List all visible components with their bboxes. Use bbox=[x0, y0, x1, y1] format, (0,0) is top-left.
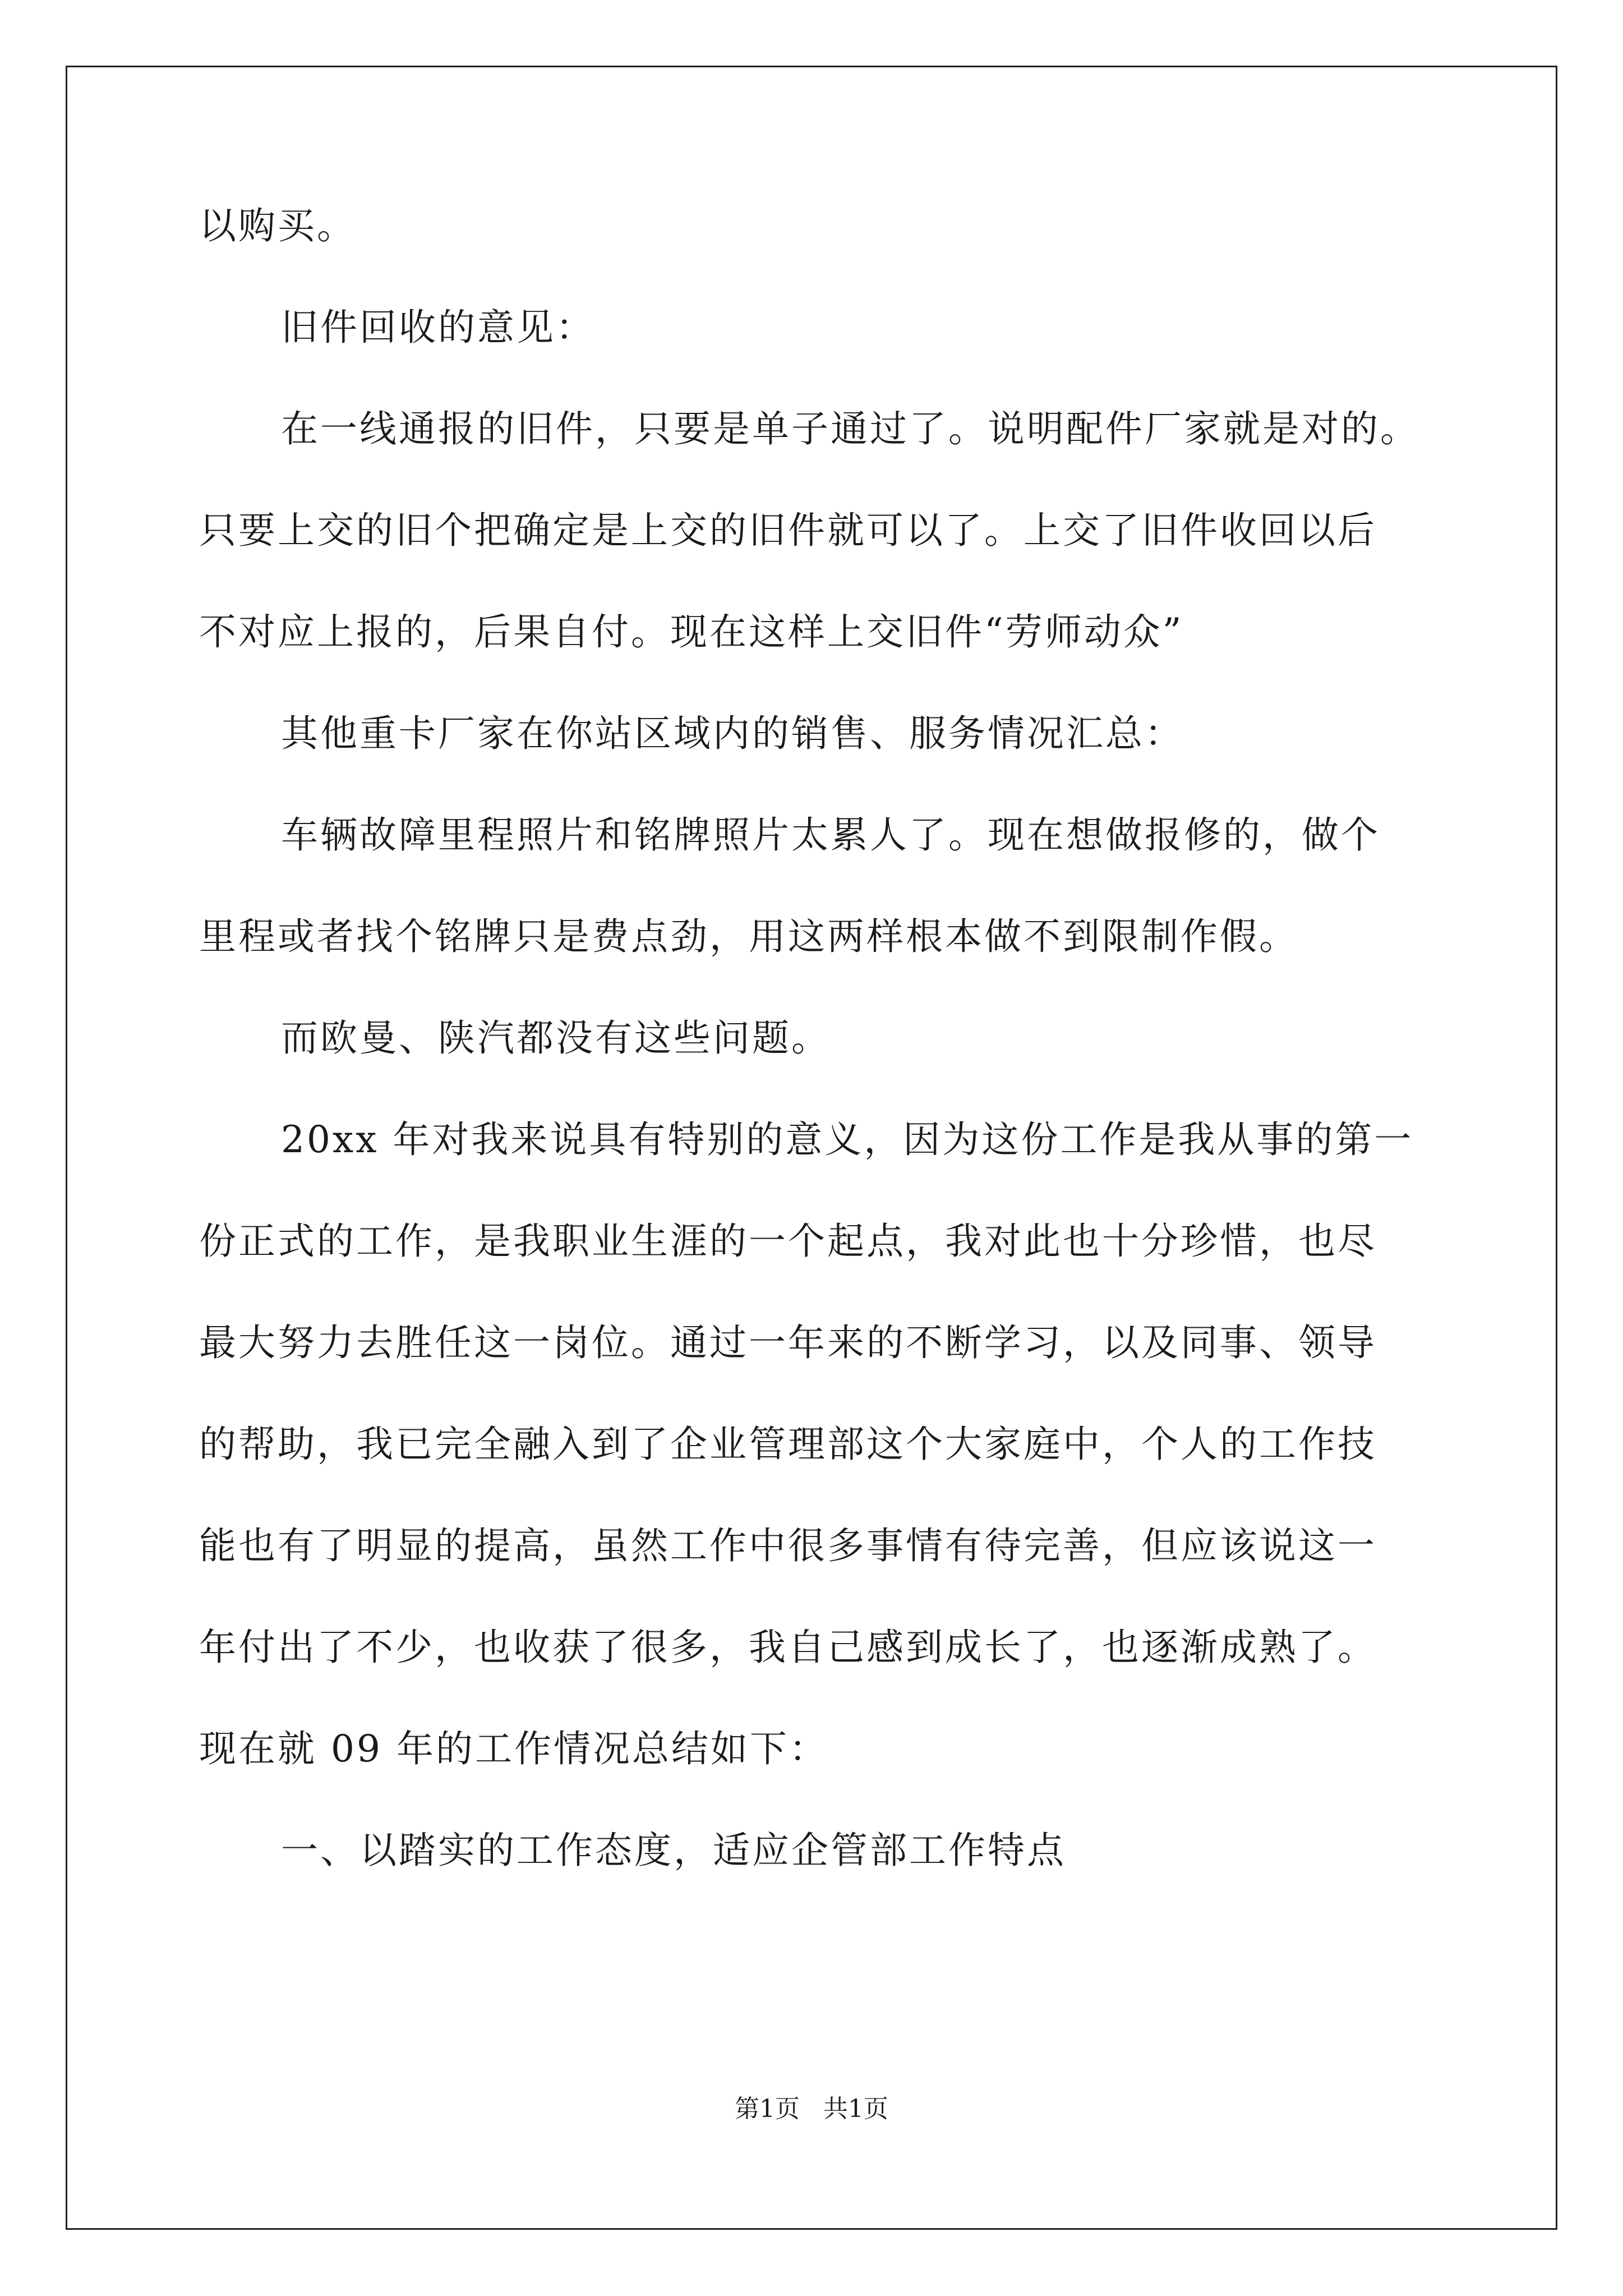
text-line: 里程或者找个铭牌只是费点劲，用这两样根本做不到限制作假。 bbox=[199, 915, 1298, 958]
text-line: 份正式的工作，是我职业生涯的一个起点，我对此也十分珍惜，也尽 bbox=[199, 1220, 1377, 1263]
section-heading: 一、以踏实的工作态度，适应企管部工作特点 bbox=[281, 1829, 1066, 1872]
text-line: 车辆故障里程照片和铭牌照片太累人了。现在想做报修的，做个 bbox=[281, 813, 1380, 857]
text-line: 而欧曼、陕汽都没有这些问题。 bbox=[281, 1016, 831, 1060]
text-line: 其他重卡厂家在你站区域内的销售、服务情况汇总： bbox=[281, 712, 1184, 755]
text-line: 以购买。 bbox=[199, 204, 356, 247]
text-line: 最大努力去胜任这一岗位。通过一年来的不断学习，以及同事、领导 bbox=[199, 1321, 1377, 1364]
page-number: 第1页 共1页 bbox=[735, 2095, 888, 2123]
text-line: 只要上交的旧个把确定是上交的旧件就可以了。上交了旧件收回以后 bbox=[199, 509, 1377, 552]
text-line: 旧件回收的意见： bbox=[281, 306, 595, 349]
text-line: 20xx 年对我来说具有特别的意义，因为这份工作是我从事的第一 bbox=[281, 1118, 1414, 1161]
text-line: 现在就 09 年的工作情况总结如下： bbox=[199, 1727, 828, 1770]
text-line: 能也有了明显的提高，虽然工作中很多事情有待完善，但应该说这一 bbox=[199, 1524, 1377, 1567]
text-line: 的帮助，我已完全融入到了企业管理部这个大家庭中，个人的工作技 bbox=[199, 1423, 1377, 1466]
text-line: 不对应上报的，后果自付。现在这样上交旧件“劳师动众” bbox=[199, 610, 1184, 654]
text-line: 在一线通报的旧件，只要是单子通过了。说明配件厂家就是对的。 bbox=[281, 407, 1419, 450]
text-line: 年付出了不少，也收获了很多，我自己感到成长了，也逐渐成熟了。 bbox=[199, 1626, 1377, 1669]
